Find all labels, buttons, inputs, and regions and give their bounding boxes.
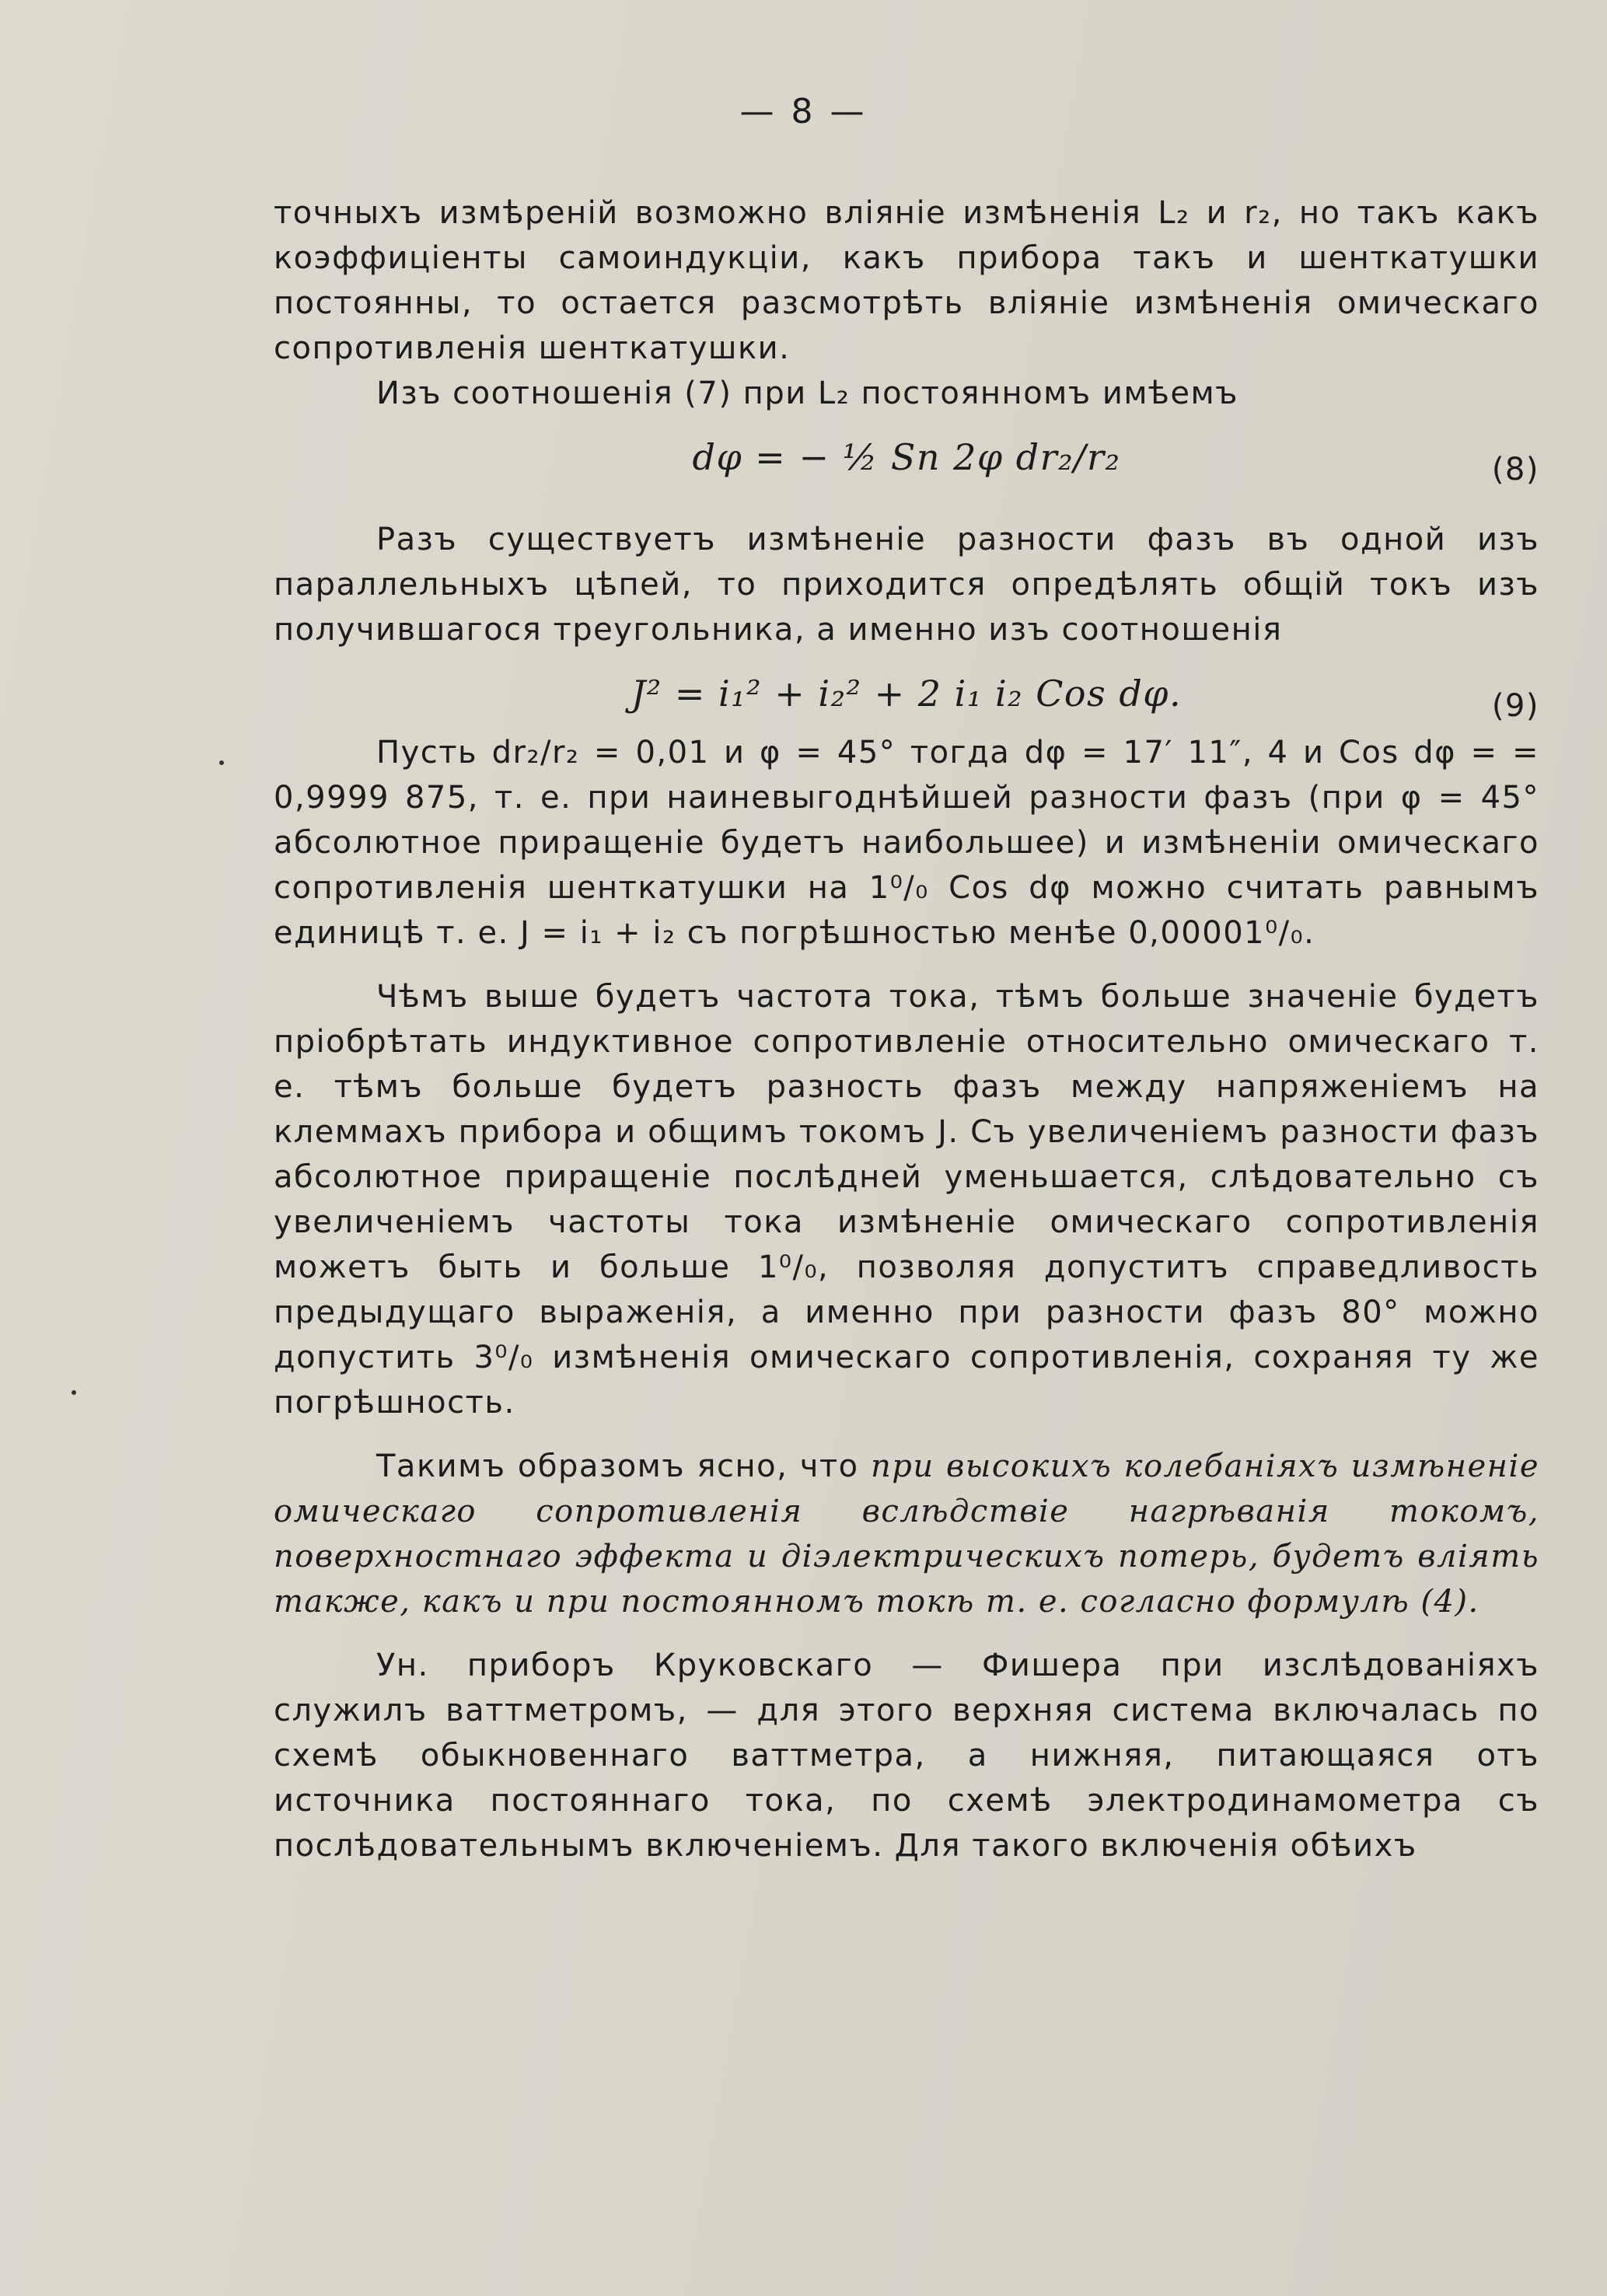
formula-8-row [274,416,1539,517]
formula-9-row [274,652,1539,730]
paragraph-4: Пусть dr₂/r₂ = 0,01 и φ = 45° тогда dφ = 17′ 11″, 4 и Cos dφ = = 0,9999 875, т. е. при наиневыгоднѣйшей разности фазъ (при φ = 45° абсолютное приращеніе будетъ наибольшее) и измѣненіи омическаго сопротивленія шенткатушки на 1⁰/₀ Cos dφ можно считать равнымъ единицѣ т. е. J = i₁ + i₂ съ погрѣшностью менѣе 0,00001⁰/₀. [274,735,1540,951]
paragraph-6 [274,1444,1539,1624]
formula-9: J² = i₁² + i₂² + 2 i₁ i₂ Cos dφ. [631,673,1183,715]
scan-speck [72,1390,76,1395]
paragraph-6-lead: Такимъ образомъ ясно, что [376,1449,859,1484]
paragraph-6-italic: при высокихъ колебаніяхъ измѣненіе омическаго сопротивленія вслѣдствіе нагрѣванія токомъ, поверхностнаго эффекта и діэлектрическихъ потерь, будетъ вліять также, какъ и при постоянномъ токѣ т. е. согласно формулѣ (4). [274,1449,1539,1620]
equation-number-9: (9) [1491,688,1539,724]
paragraph-2: Изъ соотношенія (7) при L₂ постоянномъ имѣемъ [376,376,1238,411]
equation-number-8: (8) [1491,452,1539,488]
formula-8: dφ = − ½ Sn 2φ dr₂/r₂ [692,436,1121,478]
page-number: — 8 — [739,92,868,131]
scan-speck [219,760,224,765]
paragraph-5: Чѣмъ выше будетъ частота тока, тѣмъ больше значеніе будетъ пріобрѣтать индуктивное сопротивленіе относительно омическаго т. е. тѣмъ больше будетъ разность фазъ между напряженіемъ на клеммахъ прибора и общимъ токомъ J. Съ увеличеніемъ разности фазъ абсолютное приращеніе послѣдней уменьшается, слѣдовательно съ увеличеніемъ частоты тока измѣненіе омическаго сопротивленія можетъ быть и больше 1⁰/₀, позволяя допуститъ справедливость предыдущаго выраженія, а именно при разности фазъ 80° можно допустить 3⁰/₀ измѣненія омическаго сопротивленія, сохраняя ту же погрѣшность. [274,979,1539,1421]
paragraph-1: точныхъ измѣреній возможно вліяніе измѣненія L₂ и r₂, но такъ какъ коэффиціенты самоиндукціи, какъ прибора такъ и шенткатушки постоянны, то остается разсмотрѣть вліяніе измѣненія омическаго сопротивленія шенткатушки. [274,195,1539,366]
paragraph-3: Разъ существуетъ измѣненіе разности фазъ въ одной изъ параллельныхъ цѣпей, то приходится опредѣлять общій токъ изъ получившагося треугольника, а именно изъ соотношенія [274,522,1539,648]
paragraph-7: Ун. приборъ Круковскаго — Фишера при изслѣдованіяхъ служилъ ваттметромъ, — для этого верхняя система включалась по схемѣ обыкновеннаго ваттметра, а нижняя, питающаяся отъ источника постояннаго тока, по схемѣ электродинамометра съ послѣдовательнымъ включеніемъ. Для такого включенія обѣихъ [274,1648,1539,1864]
page-body [274,190,1539,1868]
